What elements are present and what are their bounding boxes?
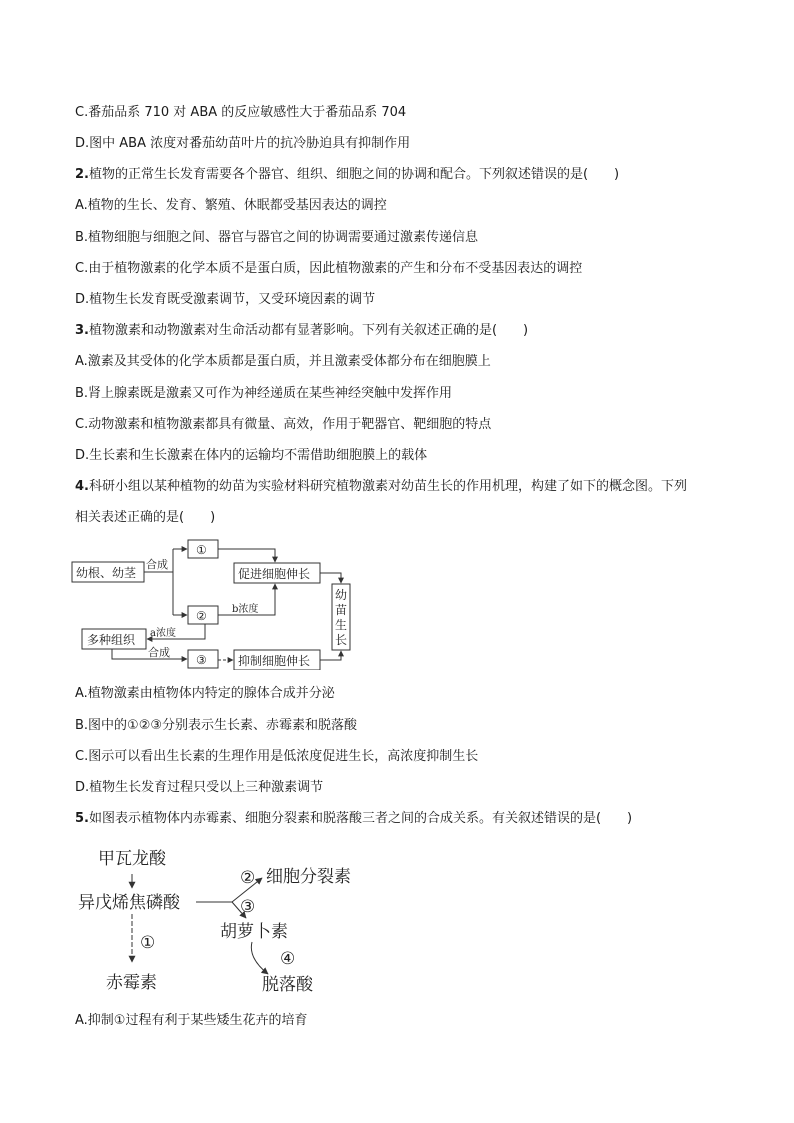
label-growth-0: 幼: [335, 588, 348, 602]
q2-option-b: B.植物细胞与细胞之间、器官与器官之间的协调需要通过激素传递信息: [75, 230, 479, 245]
q4-stem-line1: [75, 478, 687, 496]
q5-stem: [75, 810, 632, 828]
label-inhibit: 抑制细胞伸长: [238, 654, 311, 668]
q1-option-d: D.图中 ABA 浓度对番茄幼苗叶片的抗冷胁迫具有抑制作用: [75, 136, 411, 151]
q4-option-a: A.植物激素由植物体内特定的腺体合成并分泌: [75, 686, 335, 701]
q4-concept-diagram: [60, 538, 360, 670]
label-tissues: 多种组织: [87, 633, 136, 647]
label-gibberellin: 赤霉素: [106, 973, 157, 993]
q5-stem-text: 如图表示植物体内赤霉素、细胞分裂素和脱落酸三者之间的合成关系。有关叙述错误的是( ): [88, 811, 633, 826]
q5-synthesis-diagram: [70, 838, 380, 1000]
q5-number: 5.: [75, 811, 89, 826]
q2-option-a: A.植物的生长、发育、繁殖、休眠都受基因表达的调控: [75, 198, 387, 213]
q3-option-c: C.动物激素和植物激素都具有微量、高效，作用于靶器官、靶细胞的特点: [75, 417, 492, 432]
label-growth-2: 生: [335, 618, 348, 632]
q3-number: 3.: [75, 323, 89, 338]
label-promote: 促进细胞伸长: [238, 567, 311, 581]
q4-option-c: C.图示可以看出生长素的生理作用是低浓度促进生长，高浓度抑制生长: [75, 749, 479, 764]
q3-stem: [75, 322, 528, 340]
label-synth-1: 合成: [146, 558, 168, 571]
label-growth-3: 长: [335, 633, 348, 647]
q3-option-a: A.激素及其受体的化学本质都是蛋白质，并且激素受体都分布在细胞膜上: [75, 354, 491, 369]
label-p3: ③: [240, 897, 256, 917]
q5-option-a: A.抑制①过程有利于某些矮生花卉的培育: [75, 1013, 308, 1028]
q3-option-d: D.生长素和生长激素在体内的运输均不需借助细胞膜上的载体: [75, 448, 428, 463]
q2-stem-text: 植物的正常生长发育需要各个器官、组织、细胞之间的协调和配合。下列叙述错误的是( ): [88, 167, 620, 182]
q4-option-b: B.图中的①②③分别表示生长素、赤霉素和脱落酸: [75, 718, 358, 733]
q3-stem-text: 植物激素和动物激素对生命活动都有显著影响。下列有关叙述正确的是( ): [88, 323, 529, 338]
q2-option-c: C.由于植物激素的化学本质不是蛋白质，因此植物激素的产生和分布不受基因表达的调控: [75, 261, 583, 276]
q4-number: 4.: [75, 479, 89, 494]
label-p4: ④: [280, 949, 296, 969]
label-n3: ③: [196, 653, 207, 667]
label-b-conc: b浓度: [232, 604, 259, 615]
q2-stem: [75, 166, 619, 184]
label-n1: ①: [196, 543, 207, 557]
q3-option-b: B.肾上腺素既是激素又可作为神经递质在某些神经突触中发挥作用: [75, 386, 453, 401]
label-mva: 甲瓦龙酸: [98, 849, 166, 869]
q4-option-d: D.植物生长发育过程只受以上三种激素调节: [75, 780, 324, 795]
label-carotene: 胡萝卜素: [220, 922, 288, 942]
q1-option-c: C.番茄品系 710 对 ABA 的反应敏感性大于番茄品系 704: [75, 105, 407, 120]
label-p2: ②: [240, 868, 256, 888]
label-aba: 脱落酸: [262, 975, 313, 995]
q2-option-d: D.植物生长发育既受激素调节，又受环境因素的调节: [75, 292, 376, 307]
label-a-conc: a浓度: [150, 628, 176, 639]
label-cytokinin: 细胞分裂素: [266, 867, 351, 887]
label-growth-1: 苗: [335, 603, 348, 617]
q4-stem-line2: 相关表述正确的是( ): [75, 510, 216, 525]
label-root-stem: 幼根、幼茎: [76, 566, 137, 580]
label-synth-2: 合成: [148, 646, 170, 659]
label-p1: ①: [140, 933, 156, 953]
label-ipp: 异戊烯焦磷酸: [78, 893, 180, 913]
q2-number: 2.: [75, 167, 89, 182]
q4-stem-text: 科研小组以某种植物的幼苗为实验材料研究植物激素对幼苗生长的作用机理，构建了如下的概念图。下列: [88, 479, 687, 494]
label-n2: ②: [196, 609, 207, 623]
